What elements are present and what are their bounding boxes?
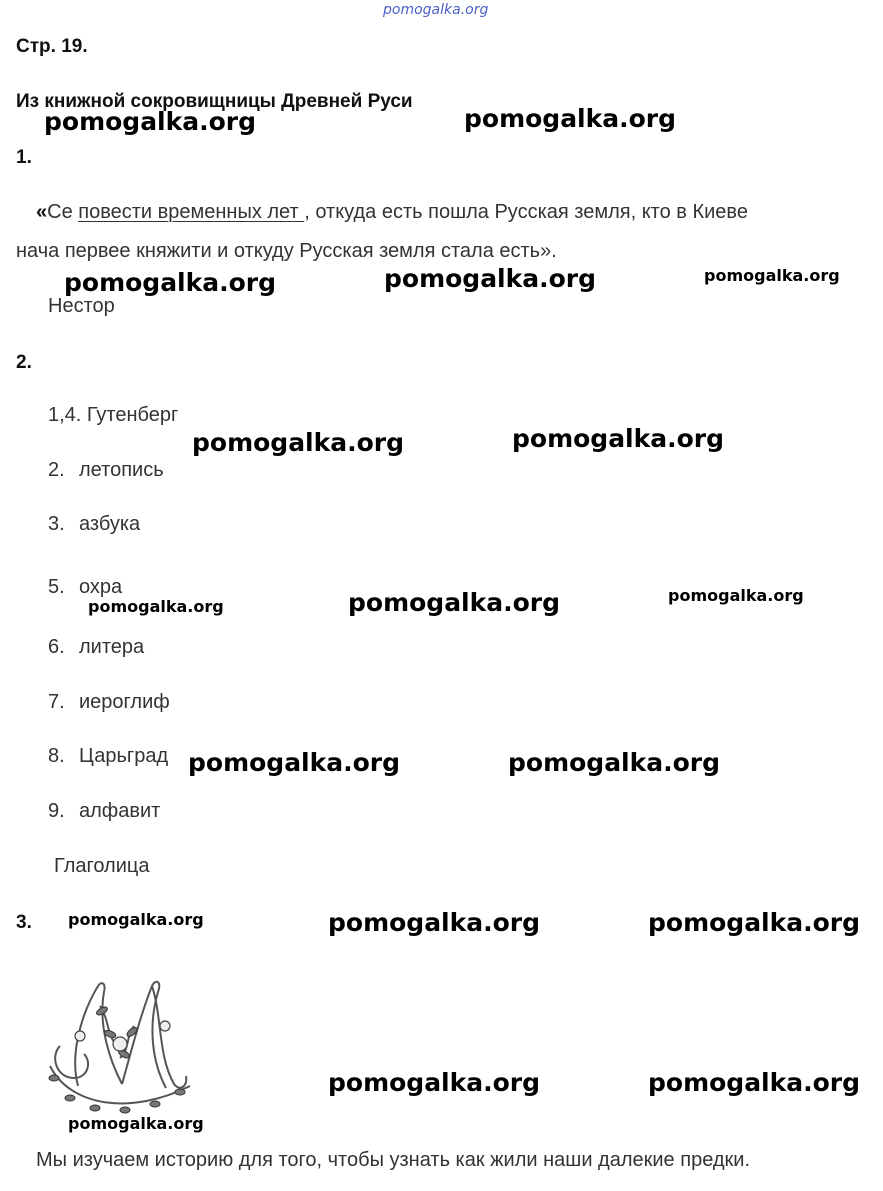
quote-author: Нестор [48,295,115,317]
watermark: pomogalka.org [44,107,257,136]
list-item-number: 6. [48,636,65,658]
list-item-text: охра [79,576,123,598]
watermark: pomogalka.org [508,748,721,777]
page-title: Из книжной сокровищницы Древней Руси [16,91,413,112]
list-item-text: летопись [79,459,164,481]
page-label: Стр. 19. [16,36,88,57]
watermark: pomogalka.org [648,908,861,937]
ornamental-letter-m-image [40,966,200,1116]
list-item-text: Гутенберг [86,404,179,426]
list-item [48,800,160,823]
watermark: pomogalka.org [192,428,405,457]
task-3-number: 3. [16,912,32,933]
quote-line-1 [36,201,748,224]
watermark: pomogalka.org [68,910,204,929]
list-item-text: литера [79,636,145,658]
watermark: pomogalka.org [328,1068,541,1097]
list-item-text: алфавит [79,800,161,822]
quote-line-2: нача первее княжити и откуду Русская земля стала есть». [16,240,557,262]
list-extra-item: Глаголица [54,855,150,877]
watermark: pomogalka.org [512,424,725,453]
list-item-number: 2. [48,459,65,481]
quote-underlined: повести временных лет [78,201,305,223]
list-item-number: 8. [48,745,65,767]
quote-start: Се [47,201,79,223]
watermark-top: pomogalka.org [383,2,489,18]
quote-rest: , откуда есть пошла Русская земля, кто в Киеве [304,201,748,223]
list-item [48,745,168,768]
watermark: pomogalka.org [348,588,561,617]
watermark: pomogalka.org [384,264,597,293]
list-item-number: 9. [48,800,65,822]
watermark: pomogalka.org [328,908,541,937]
list-item-text: азбука [79,513,141,535]
quote-open-mark: « [36,201,48,223]
task-2-number: 2. [16,352,32,373]
list-item [48,513,140,536]
list-item [48,691,170,714]
list-item-number: 3. [48,513,65,535]
watermark: pomogalka.org [68,1114,204,1133]
watermark: pomogalka.org [668,586,804,605]
watermark: pomogalka.org [464,104,677,133]
watermark: pomogalka.org [704,266,840,285]
watermark: pomogalka.org [88,597,224,616]
watermark: pomogalka.org [64,268,277,297]
watermark: pomogalka.org [648,1068,861,1097]
watermark: pomogalka.org [188,748,401,777]
list-item [48,576,122,599]
task-1-number: 1. [16,147,32,168]
list-item [48,459,164,482]
list-item-number: 7. [48,691,65,713]
list-item [48,404,178,427]
list-item-number: 1,4. [48,404,82,426]
list-item-number: 5. [48,576,65,598]
conclusion-text: Мы изучаем историю для того, чтобы узнать как жили наши далекие предки. [36,1149,751,1171]
list-item-text: иероглиф [79,691,170,713]
list-item-text: Царьград [79,745,169,767]
list-item [48,636,144,659]
